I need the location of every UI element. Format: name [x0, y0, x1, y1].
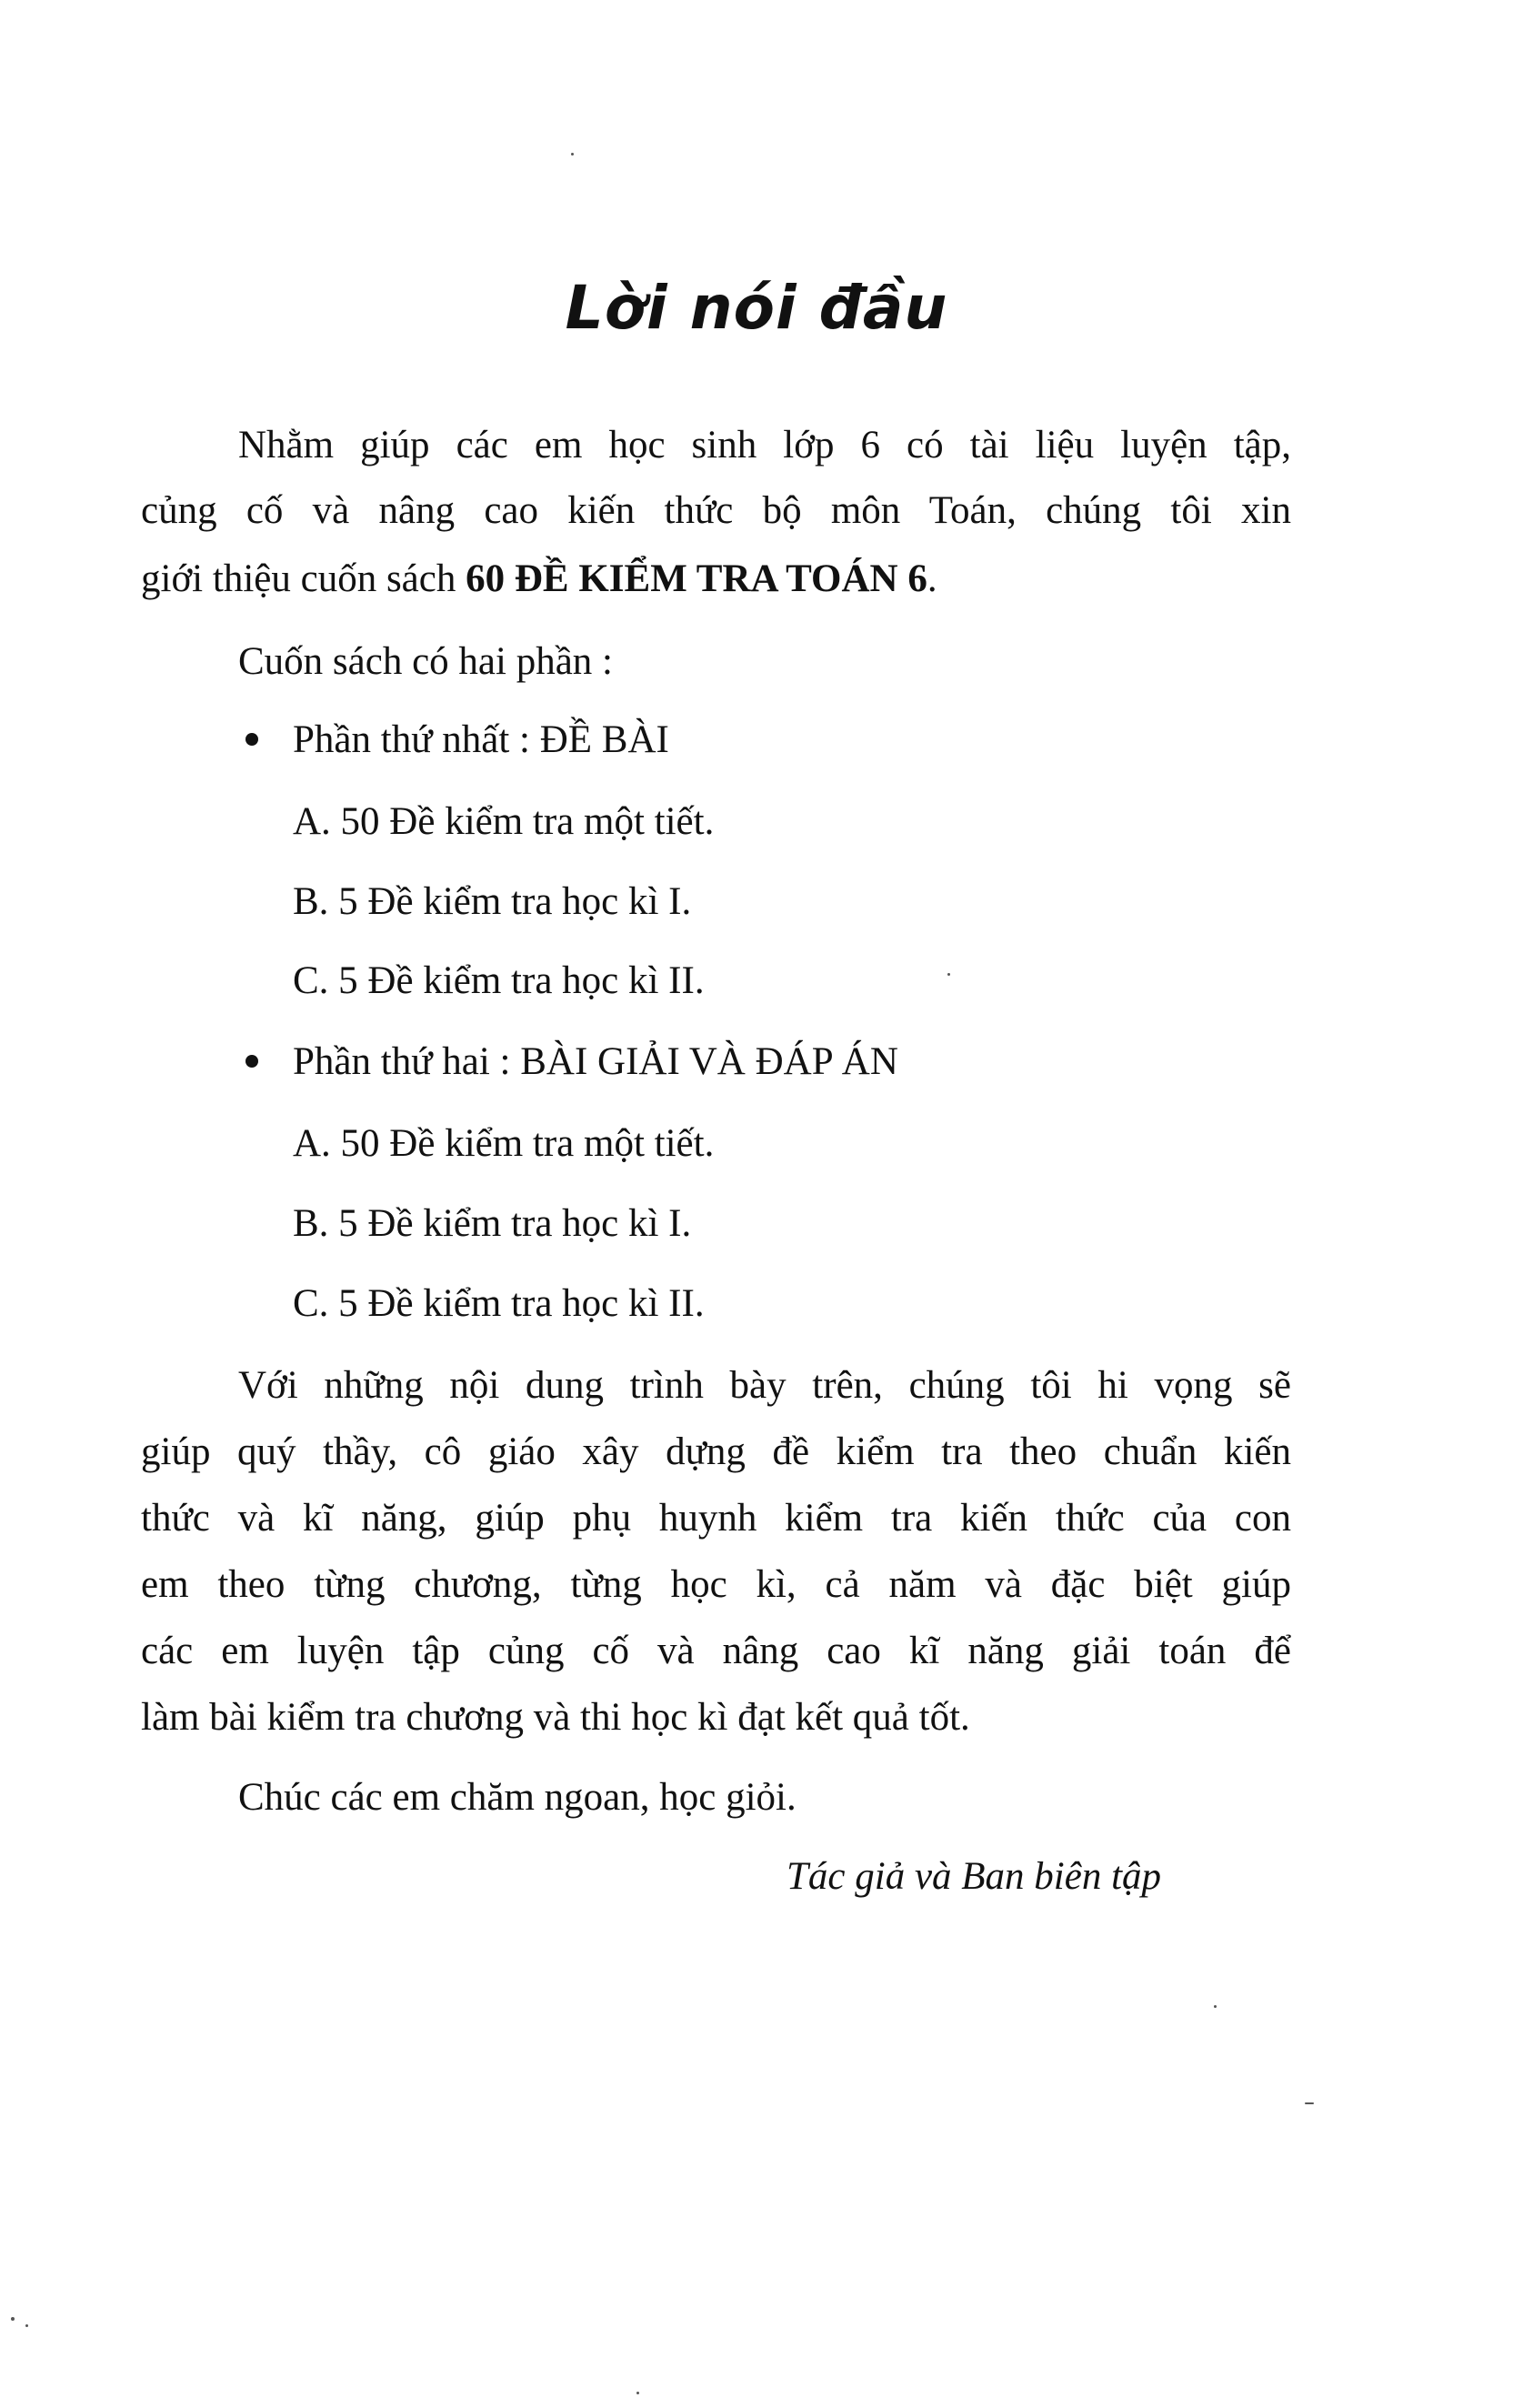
part-2-heading: Phần thứ hai : BÀI GIẢI VÀ ĐÁP ÁN — [293, 1040, 898, 1083]
signature: Tác giả và Ban biên tập — [787, 1855, 1162, 1898]
intro-line-3-suffix: . — [927, 557, 937, 600]
closing-line-1: Với những nội dung trình bày trên, chúng tôi hi vọng sẽ — [238, 1364, 1291, 1407]
part-2-item-c: C. 5 Đề kiểm tra học kì II. — [293, 1282, 705, 1325]
part-2-item-a: A. 50 Đề kiểm tra một tiết. — [293, 1122, 715, 1165]
parts-intro: Cuốn sách có hai phần : — [238, 640, 613, 683]
closing-wish: Chúc các em chăm ngoan, học giỏi. — [238, 1776, 797, 1819]
closing-line-6: làm bài kiểm tra chương và thi học kì đạt kết quả tốt. — [141, 1696, 970, 1739]
part-1-item-b: B. 5 Đề kiểm tra học kì I. — [293, 880, 692, 923]
scan-speck — [1214, 2005, 1217, 2008]
scan-speck — [947, 973, 950, 976]
intro-line-2: củng cố và nâng cao kiến thức bộ môn Toán, chúng tôi xin — [141, 489, 1291, 532]
closing-line-4: em theo từng chương, từng học kì, cả năm và đặc biệt giúp — [141, 1563, 1291, 1606]
part-2-item-b: B. 5 Đề kiểm tra học kì I. — [293, 1202, 692, 1245]
part-1-item-a: A. 50 Đề kiểm tra một tiết. — [293, 800, 715, 843]
intro-line-3-prefix: giới thiệu cuốn sách — [141, 557, 466, 600]
book-title: 60 ĐỀ KIỂM TRA TOÁN 6 — [466, 557, 927, 600]
bullet-part-2 — [245, 1055, 258, 1068]
closing-line-5: các em luyện tập củng cố và nâng cao kĩ năng giải toán để — [141, 1630, 1291, 1672]
scan-speck — [11, 2317, 15, 2321]
closing-line-3: thức và kĩ năng, giúp phụ huynh kiểm tra kiến thức của con — [141, 1497, 1291, 1540]
page-title: Lời nói đầu — [565, 273, 948, 343]
scan-speck — [25, 2324, 28, 2327]
bullet-part-1 — [245, 733, 258, 746]
intro-line-1: Nhằm giúp các em học sinh lớp 6 có tài liệu luyện tập, — [238, 424, 1291, 467]
scan-speck — [571, 153, 574, 156]
part-1-item-c: C. 5 Đề kiểm tra học kì II. — [293, 959, 705, 1002]
closing-line-2: giúp quý thầy, cô giáo xây dựng đề kiểm tra theo chuẩn kiến — [141, 1430, 1291, 1473]
scan-speck — [1305, 2102, 1314, 2104]
scan-speck — [636, 2392, 639, 2394]
intro-line-3 — [141, 559, 937, 598]
part-1-heading: Phần thứ nhất : ĐỀ BÀI — [293, 718, 669, 761]
